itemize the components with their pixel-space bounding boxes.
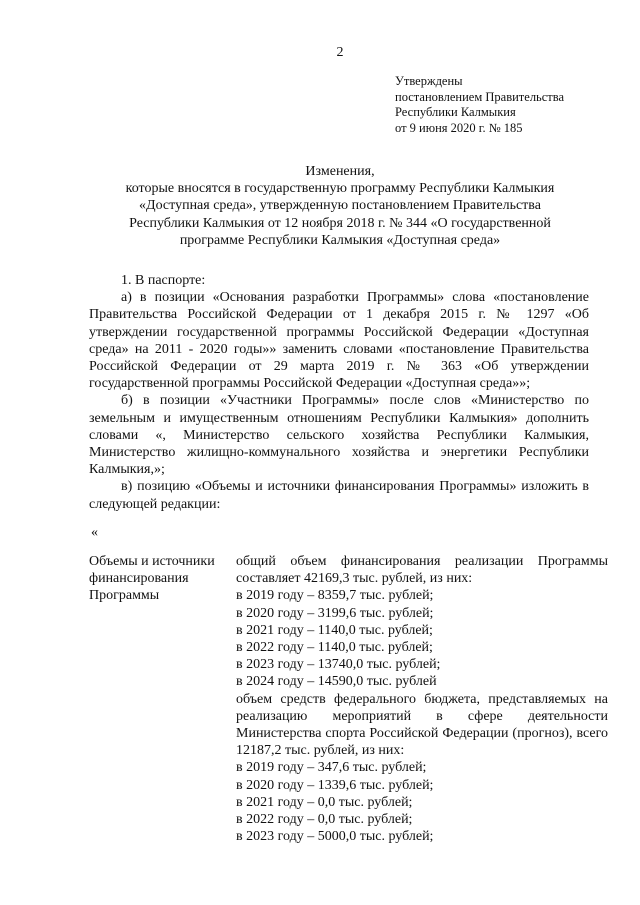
section-heading: 1. В паспорте: [121, 273, 206, 288]
paragraph-item-b: б) в позиции «Участники Программы» после слов «Министерство по земельным и имущественным отношениям Республики Калмыкия» дополнить словами «, Министерство сельского хозяйства Республики Калмыкия, Министерство жилищно-коммунального хозяйства и энергетики Республики Калмыкия,»; [89, 393, 589, 478]
year-line: в 2019 году – 347,6 тыс. рублей; [236, 760, 427, 776]
year-line: в 2020 году – 1339,6 тыс. рублей; [236, 777, 434, 793]
year-line: в 2020 году – 3199,6 тыс. рублей; [236, 605, 434, 621]
year-line: в 2022 году – 0,0 тыс. рублей; [236, 812, 413, 828]
approval-line: Утверждены [395, 74, 463, 88]
label-line: Объемы и источники [89, 554, 215, 569]
title-line: Республики Калмыкия от 12 ноября 2018 г. № 344 «О государственной [129, 215, 551, 231]
label-line: Программы [89, 588, 160, 604]
year-line: в 2024 году – 14590,0 тыс. рублей [236, 674, 437, 690]
title-line: Изменения, [305, 164, 375, 179]
title-line: которые вносятся в государственную программу Республики Калмыкия [125, 181, 555, 197]
year-line: в 2021 году – 0,0 тыс. рублей; [236, 794, 413, 810]
total-funding: общий объем финансирования реализации Программы составляет 42169,3 тыс. рублей, из них: [236, 554, 608, 587]
year-line: в 2019 году – 8359,7 тыс. рублей; [236, 588, 434, 604]
funding-details [236, 553, 608, 845]
label-line: финансирования [89, 571, 189, 587]
approval-line: постановлением Правительства [395, 89, 565, 104]
title-line: «Доступная среда», утвержденную постановлением Правительства [139, 198, 541, 214]
document-title [60, 163, 620, 249]
approval-line: Республики Калмыкия [395, 105, 516, 119]
year-line: в 2023 году – 13740,0 тыс. рублей; [236, 657, 441, 673]
title-line: программе Республики Калмыкия «Доступная среда» [179, 232, 501, 248]
paragraph-item-a: а) в позиции «Основания разработки Программы» слова «постановление Правительства Российской Федерации от 1 декабря 2015 г. № 1297 «Об утверждении государственной программы Российской Федерации «Доступная среда» на 2011 - 2020 годы»» заменить словами «постановление Правительства Российской Федерации от 29 марта 2019 г. № 363 «Об утверждении государственной программы Российской Федерации «Доступная среда»»; [89, 290, 589, 392]
page-number: 2 [336, 45, 344, 60]
paragraph-item-c: в) позицию «Объемы и источники финансирования Программы» изложить в следующей редакции: [89, 479, 589, 512]
year-line: в 2023 году – 5000,0 тыс. рублей; [236, 829, 434, 845]
federal-funding: объем средств федерального бюджета, представляемых на реализацию мероприятий в сфере деятельности Министерства спорта Российской Федерации (прогноз), всего 12187,2 тыс. рублей, из них: [236, 691, 608, 759]
document-body [89, 272, 589, 513]
opening-quote: « [91, 525, 98, 540]
approval-block [395, 74, 564, 136]
approval-line: от 9 июня 2020 г. № 185 [395, 120, 523, 135]
funding-label [89, 553, 229, 605]
year-line: в 2021 году – 1140,0 тыс. рублей; [236, 622, 433, 638]
year-line: в 2022 году – 1140,0 тыс. рублей; [236, 640, 433, 656]
